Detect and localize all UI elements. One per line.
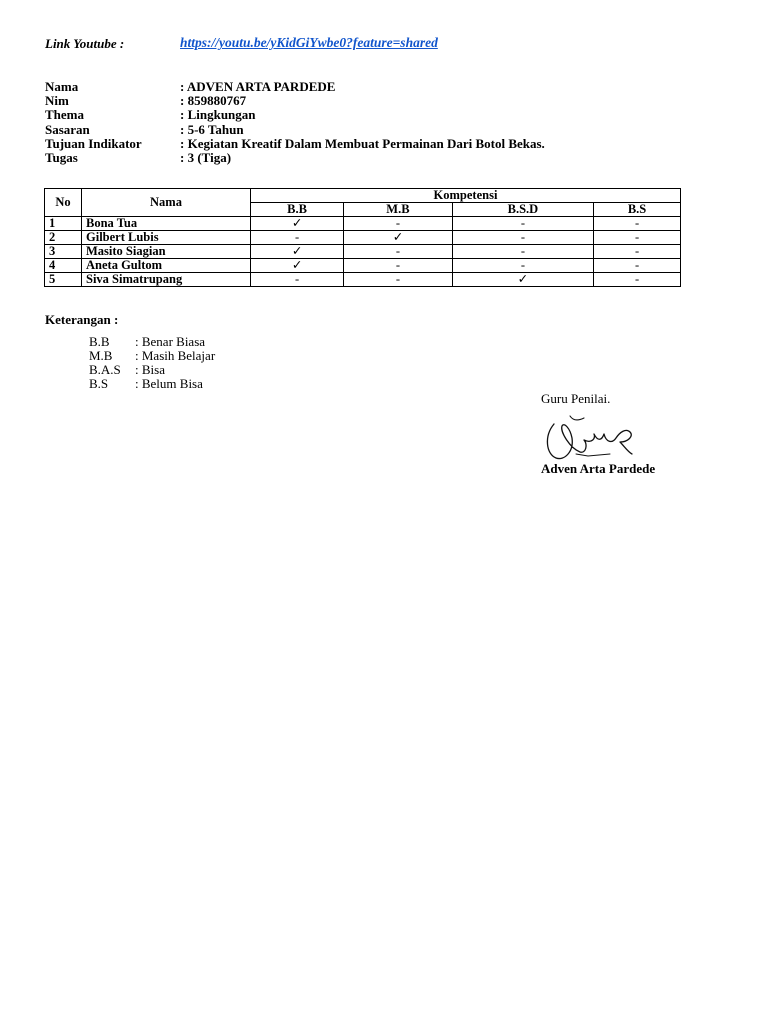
cell-mb: -	[344, 259, 453, 273]
ket-desc: : Bisa	[135, 362, 165, 377]
row-no: 5	[45, 273, 82, 287]
info-value: : Lingkungan	[180, 107, 256, 123]
cell-bb: ✓	[251, 245, 344, 259]
ket-desc: : Benar Biasa	[135, 334, 206, 349]
info-key: Thema	[45, 107, 84, 123]
assessment-table	[44, 188, 681, 287]
table-row	[45, 259, 681, 273]
info-row-sasaran	[45, 123, 545, 137]
cell-bsd: -	[452, 245, 593, 259]
cell-bsd: -	[452, 231, 593, 245]
list-item	[89, 363, 215, 377]
cell-mb: -	[344, 217, 453, 231]
info-row-tujuan	[45, 137, 545, 151]
list-item	[89, 335, 215, 349]
info-key: Tugas	[45, 150, 78, 166]
keterangan-list	[89, 335, 215, 391]
table-row	[45, 245, 681, 259]
subheader-bsd: B.S.D	[452, 203, 593, 217]
row-no: 2	[45, 231, 82, 245]
table-row	[45, 273, 681, 287]
list-item	[89, 377, 215, 391]
row-nama: Aneta Gultom	[82, 259, 251, 273]
header-kompetensi: Kompetensi	[251, 189, 681, 203]
cell-bs: -	[594, 245, 681, 259]
ket-code: B.B	[89, 334, 110, 349]
cell-bsd: ✓	[452, 273, 593, 287]
header-nama: Nama	[82, 189, 251, 217]
cell-bs: -	[594, 231, 681, 245]
row-no: 3	[45, 245, 82, 259]
link-label: Link Youtube :	[45, 36, 125, 51]
info-row-nim	[45, 94, 545, 108]
info-key: Tujuan Indikator	[45, 135, 142, 151]
youtube-link[interactable]: https://youtu.be/yKidGiYwbe0?feature=shared	[180, 35, 438, 50]
subheader-bs: B.S	[594, 203, 681, 217]
signer-name: Adven Arta Pardede	[541, 461, 656, 476]
table-header-row	[45, 189, 681, 203]
cell-mb: ✓	[344, 231, 453, 245]
subheader-mb: M.B	[344, 203, 453, 217]
header-no: No	[45, 189, 82, 217]
cell-mb: -	[344, 273, 453, 287]
info-value: : ADVEN ARTA PARDEDE	[180, 79, 336, 94]
table-row	[45, 217, 681, 231]
row-nama: Siva Simatrupang	[82, 273, 251, 287]
row-nama: Gilbert Lubis	[82, 231, 251, 245]
ket-code: M.B	[89, 348, 113, 363]
info-row-thema	[45, 108, 545, 122]
cell-bs: -	[594, 259, 681, 273]
student-info	[45, 80, 545, 165]
ket-desc: : Masih Belajar	[135, 348, 216, 363]
info-row-nama	[45, 80, 545, 94]
table-row	[45, 231, 681, 245]
info-value: : Kegiatan Kreatif Dalam Membuat Permainan Dari Botol Bekas.	[180, 135, 545, 151]
subheader-bb: B.B	[251, 203, 344, 217]
info-key: Sasaran	[45, 121, 90, 137]
info-key: Nama	[45, 79, 79, 94]
row-nama: Bona Tua	[82, 217, 251, 231]
info-value: : 5-6 Tahun	[180, 121, 244, 137]
info-row-tugas	[45, 151, 545, 165]
cell-bb: ✓	[251, 259, 344, 273]
ket-code: B.S	[89, 376, 109, 391]
ket-code: B.A.S	[89, 362, 121, 377]
row-no: 1	[45, 217, 82, 231]
list-item	[89, 349, 215, 363]
info-value: : 3 (Tiga)	[180, 150, 232, 166]
info-value: : 859880767	[180, 93, 247, 109]
cell-bs: -	[594, 273, 681, 287]
row-nama: Masito Siagian	[82, 245, 251, 259]
cell-bs: -	[594, 217, 681, 231]
cell-bsd: -	[452, 217, 593, 231]
signer-role: Guru Penilai.	[541, 391, 611, 406]
cell-bsd: -	[452, 259, 593, 273]
signature-icon	[540, 408, 640, 466]
cell-bb: -	[251, 273, 344, 287]
info-key: Nim	[45, 93, 69, 109]
row-no: 4	[45, 259, 82, 273]
cell-mb: -	[344, 245, 453, 259]
cell-bb: -	[251, 231, 344, 245]
ket-desc: : Belum Bisa	[135, 376, 203, 391]
keterangan-title: Keterangan :	[45, 312, 119, 327]
cell-bb: ✓	[251, 217, 344, 231]
